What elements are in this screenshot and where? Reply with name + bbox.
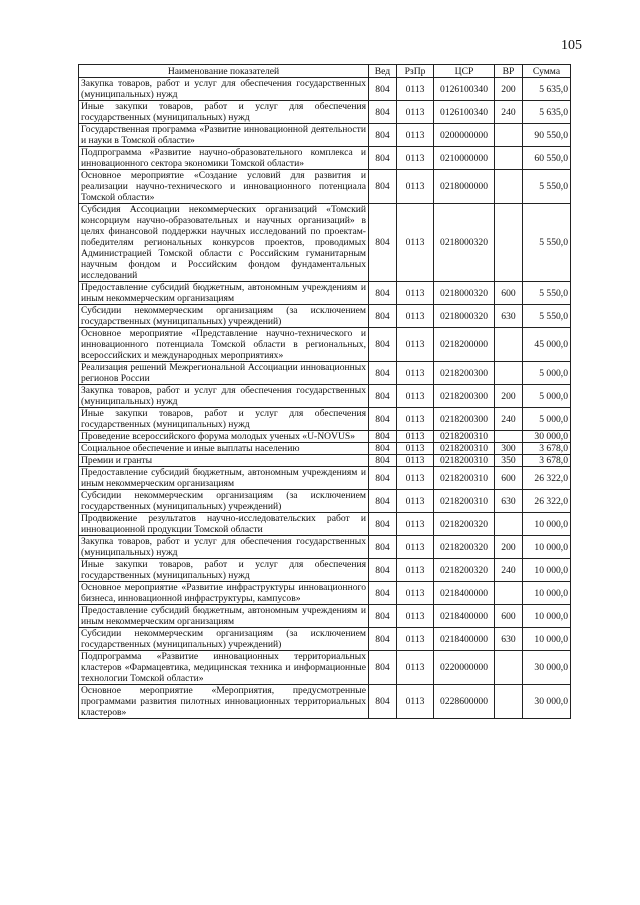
cell-csr: 0218000320 — [434, 305, 495, 328]
table-row — [79, 78, 571, 101]
cell-rzpr: 0113 — [397, 305, 434, 328]
cell-sum: 5 550,0 — [523, 305, 571, 328]
cell-csr: 0218200320 — [434, 559, 495, 582]
cell-csr: 0218200310 — [434, 490, 495, 513]
cell-name: Субсидии некоммерческим организациям (за исключением государственных (муниципальных) учреждений) — [79, 305, 369, 328]
table-row — [79, 605, 571, 628]
table-row — [79, 101, 571, 124]
column-header-ved: Вед — [369, 65, 397, 78]
cell-sum: 10 000,0 — [523, 628, 571, 651]
cell-ved: 804 — [369, 559, 397, 582]
table-row — [79, 490, 571, 513]
cell-ved: 804 — [369, 490, 397, 513]
cell-rzpr: 0113 — [397, 147, 434, 170]
column-header-vr: ВР — [495, 65, 523, 78]
table-row — [79, 582, 571, 605]
cell-ved: 804 — [369, 78, 397, 101]
column-header-rzpr: РзПр — [397, 65, 434, 78]
cell-ved: 804 — [369, 455, 397, 467]
cell-rzpr: 0113 — [397, 362, 434, 385]
cell-ved: 804 — [369, 408, 397, 431]
cell-name: Проведение всероссийского форума молодых ученых «U-NOVUS» — [79, 431, 369, 443]
cell-vr — [495, 124, 523, 147]
cell-vr: 600 — [495, 467, 523, 490]
cell-rzpr: 0113 — [397, 651, 434, 685]
cell-csr: 0218400000 — [434, 582, 495, 605]
cell-ved: 804 — [369, 628, 397, 651]
cell-ved: 804 — [369, 536, 397, 559]
cell-name: Подпрограмма «Развитие инновационных территориальных кластеров «Фармацевтика, медицинская техника и информационные технологии Томской области» — [79, 651, 369, 685]
cell-sum: 10 000,0 — [523, 536, 571, 559]
budget-table — [78, 64, 571, 719]
cell-ved: 804 — [369, 147, 397, 170]
cell-vr: 240 — [495, 101, 523, 124]
table-row — [79, 455, 571, 467]
cell-vr: 600 — [495, 282, 523, 305]
cell-rzpr: 0113 — [397, 455, 434, 467]
cell-name: Закупка товаров, работ и услуг для обеспечения государственных (муниципальных) нужд — [79, 78, 369, 101]
cell-ved: 804 — [369, 101, 397, 124]
cell-ved: 804 — [369, 170, 397, 204]
table-row — [79, 408, 571, 431]
cell-ved: 804 — [369, 204, 397, 282]
cell-rzpr: 0113 — [397, 467, 434, 490]
cell-rzpr: 0113 — [397, 490, 434, 513]
cell-ved: 804 — [369, 582, 397, 605]
table-row — [79, 204, 571, 282]
cell-vr: 240 — [495, 559, 523, 582]
cell-csr: 0210000000 — [434, 147, 495, 170]
table-row — [79, 513, 571, 536]
cell-sum: 10 000,0 — [523, 582, 571, 605]
cell-rzpr: 0113 — [397, 385, 434, 408]
cell-name: Предоставление субсидий бюджетным, автономным учреждениям и иным некоммерческим организациям — [79, 467, 369, 490]
table-row — [79, 328, 571, 362]
cell-name: Субсидии некоммерческим организациям (за исключением государственных (муниципальных) учреждений) — [79, 628, 369, 651]
table-row — [79, 467, 571, 490]
cell-vr: 240 — [495, 408, 523, 431]
table-row — [79, 385, 571, 408]
cell-vr — [495, 582, 523, 605]
table-row — [79, 282, 571, 305]
cell-csr: 0218000000 — [434, 170, 495, 204]
cell-vr: 350 — [495, 455, 523, 467]
cell-vr: 630 — [495, 305, 523, 328]
column-header-csr: ЦСР — [434, 65, 495, 78]
cell-name: Иные закупки товаров, работ и услуг для обеспечения государственных (муниципальных) нужд — [79, 408, 369, 431]
cell-rzpr: 0113 — [397, 204, 434, 282]
table-row — [79, 147, 571, 170]
cell-csr: 0218200320 — [434, 513, 495, 536]
cell-vr: 200 — [495, 536, 523, 559]
cell-sum: 10 000,0 — [523, 513, 571, 536]
cell-vr: 200 — [495, 385, 523, 408]
cell-name: Государственная программа «Развитие инновационной деятельности и науки в Томской области» — [79, 124, 369, 147]
cell-sum: 10 000,0 — [523, 605, 571, 628]
cell-csr: 0218200300 — [434, 362, 495, 385]
cell-rzpr: 0113 — [397, 431, 434, 443]
cell-vr — [495, 513, 523, 536]
cell-sum: 45 000,0 — [523, 328, 571, 362]
cell-sum: 3 678,0 — [523, 455, 571, 467]
cell-csr: 0218200320 — [434, 536, 495, 559]
cell-ved: 804 — [369, 443, 397, 455]
cell-name: Основное мероприятие «Развитие инфраструктуры инновационного бизнеса, инновационной инфраструктуры, кампусов» — [79, 582, 369, 605]
cell-name: Иные закупки товаров, работ и услуг для обеспечения государственных (муниципальных) нужд — [79, 101, 369, 124]
cell-name: Субсидия Ассоциации некоммерческих организаций «Томский консорциум научно-образовательных и научных организаций» в целях финансовой поддержки научных исследований по проектам-победителям региональных конкурсов проектов, проводимых Администрацией Томской области с Российским гуманитарным научным фондом и Российским фондом фундаментальных исследований — [79, 204, 369, 282]
cell-sum: 26 322,0 — [523, 467, 571, 490]
cell-name: Закупка товаров, работ и услуг для обеспечения государственных (муниципальных) нужд — [79, 536, 369, 559]
cell-name: Реализация решений Межрегиональной Ассоциации инновационных регионов России — [79, 362, 369, 385]
cell-ved: 804 — [369, 467, 397, 490]
cell-name: Основное мероприятие «Мероприятия, предусмотренные программами развития пилотных инновационных территориальных кластеров» — [79, 685, 369, 719]
cell-name: Основное мероприятие «Представление научно-технического и инновационного потенциала Томской области в региональных, всероссийских и международных мероприятиях» — [79, 328, 369, 362]
cell-csr: 0218400000 — [434, 605, 495, 628]
cell-csr: 0200000000 — [434, 124, 495, 147]
cell-vr — [495, 328, 523, 362]
table-header-row — [79, 65, 571, 78]
cell-sum: 60 550,0 — [523, 147, 571, 170]
cell-vr — [495, 147, 523, 170]
cell-name: Предоставление субсидий бюджетным, автономным учреждениям и иным некоммерческим организациям — [79, 605, 369, 628]
cell-csr: 0126100340 — [434, 78, 495, 101]
cell-vr: 300 — [495, 443, 523, 455]
table-row — [79, 651, 571, 685]
page-number: 105 — [561, 38, 582, 53]
cell-name: Премии и гранты — [79, 455, 369, 467]
cell-vr: 630 — [495, 490, 523, 513]
cell-sum: 26 322,0 — [523, 490, 571, 513]
cell-vr — [495, 362, 523, 385]
cell-vr — [495, 651, 523, 685]
cell-vr — [495, 431, 523, 443]
cell-csr: 0218200310 — [434, 455, 495, 467]
cell-name: Подпрограмма «Развитие научно-образовательного комплекса и инновационного сектора экономики Томской области» — [79, 147, 369, 170]
cell-csr: 0218200000 — [434, 328, 495, 362]
table-row — [79, 362, 571, 385]
cell-ved: 804 — [369, 362, 397, 385]
cell-rzpr: 0113 — [397, 282, 434, 305]
table-row — [79, 559, 571, 582]
table-row — [79, 685, 571, 719]
cell-vr: 200 — [495, 78, 523, 101]
cell-name: Иные закупки товаров, работ и услуг для обеспечения государственных (муниципальных) нужд — [79, 559, 369, 582]
cell-csr: 0218200310 — [434, 443, 495, 455]
cell-rzpr: 0113 — [397, 328, 434, 362]
cell-csr: 0218200300 — [434, 408, 495, 431]
cell-rzpr: 0113 — [397, 408, 434, 431]
cell-csr: 0220000000 — [434, 651, 495, 685]
cell-ved: 804 — [369, 385, 397, 408]
cell-ved: 804 — [369, 328, 397, 362]
cell-rzpr: 0113 — [397, 101, 434, 124]
cell-ved: 804 — [369, 124, 397, 147]
cell-csr: 0218200310 — [434, 467, 495, 490]
cell-csr: 0218000320 — [434, 282, 495, 305]
cell-name: Субсидии некоммерческим организациям (за исключением государственных (муниципальных) учреждений) — [79, 490, 369, 513]
cell-sum: 5 000,0 — [523, 385, 571, 408]
cell-csr: 0228600000 — [434, 685, 495, 719]
cell-ved: 804 — [369, 685, 397, 719]
cell-sum: 5 550,0 — [523, 170, 571, 204]
table-row — [79, 305, 571, 328]
cell-vr — [495, 204, 523, 282]
cell-rzpr: 0113 — [397, 443, 434, 455]
cell-vr — [495, 170, 523, 204]
column-header-sum: Сумма — [523, 65, 571, 78]
cell-name: Предоставление субсидий бюджетным, автономным учреждениям и иным некоммерческим организациям — [79, 282, 369, 305]
table-row — [79, 443, 571, 455]
cell-ved: 804 — [369, 431, 397, 443]
cell-ved: 804 — [369, 605, 397, 628]
cell-vr: 630 — [495, 628, 523, 651]
table-body — [79, 78, 571, 719]
cell-csr: 0126100340 — [434, 101, 495, 124]
table-row — [79, 431, 571, 443]
cell-sum: 5 000,0 — [523, 408, 571, 431]
cell-rzpr: 0113 — [397, 685, 434, 719]
table-row — [79, 628, 571, 651]
cell-sum: 5 000,0 — [523, 362, 571, 385]
column-header-name: Наименование показателей — [79, 65, 369, 78]
table-row — [79, 124, 571, 147]
cell-ved: 804 — [369, 282, 397, 305]
cell-ved: 804 — [369, 513, 397, 536]
cell-ved: 804 — [369, 651, 397, 685]
cell-name: Продвижение результатов научно-исследовательских работ и инновационной продукции Томской области — [79, 513, 369, 536]
cell-ved: 804 — [369, 305, 397, 328]
cell-rzpr: 0113 — [397, 605, 434, 628]
cell-vr — [495, 685, 523, 719]
cell-sum: 30 000,0 — [523, 431, 571, 443]
cell-sum: 10 000,0 — [523, 559, 571, 582]
cell-vr: 600 — [495, 605, 523, 628]
table-row — [79, 536, 571, 559]
cell-sum: 5 635,0 — [523, 101, 571, 124]
cell-rzpr: 0113 — [397, 628, 434, 651]
cell-sum: 5 550,0 — [523, 204, 571, 282]
cell-sum: 90 550,0 — [523, 124, 571, 147]
cell-name: Социальное обеспечение и иные выплаты населению — [79, 443, 369, 455]
cell-rzpr: 0113 — [397, 124, 434, 147]
cell-rzpr: 0113 — [397, 170, 434, 204]
cell-csr: 0218400000 — [434, 628, 495, 651]
cell-sum: 3 678,0 — [523, 443, 571, 455]
cell-rzpr: 0113 — [397, 536, 434, 559]
cell-rzpr: 0113 — [397, 78, 434, 101]
cell-sum: 30 000,0 — [523, 651, 571, 685]
cell-name: Основное мероприятие «Создание условий для развития и реализации научно-технического и инновационного потенциала Томской области» — [79, 170, 369, 204]
cell-rzpr: 0113 — [397, 582, 434, 605]
table-row — [79, 170, 571, 204]
cell-sum: 5 550,0 — [523, 282, 571, 305]
cell-rzpr: 0113 — [397, 513, 434, 536]
cell-csr: 0218200310 — [434, 431, 495, 443]
cell-csr: 0218000320 — [434, 204, 495, 282]
cell-name: Закупка товаров, работ и услуг для обеспечения государственных (муниципальных) нужд — [79, 385, 369, 408]
cell-sum: 30 000,0 — [523, 685, 571, 719]
cell-rzpr: 0113 — [397, 559, 434, 582]
cell-sum: 5 635,0 — [523, 78, 571, 101]
cell-csr: 0218200300 — [434, 385, 495, 408]
